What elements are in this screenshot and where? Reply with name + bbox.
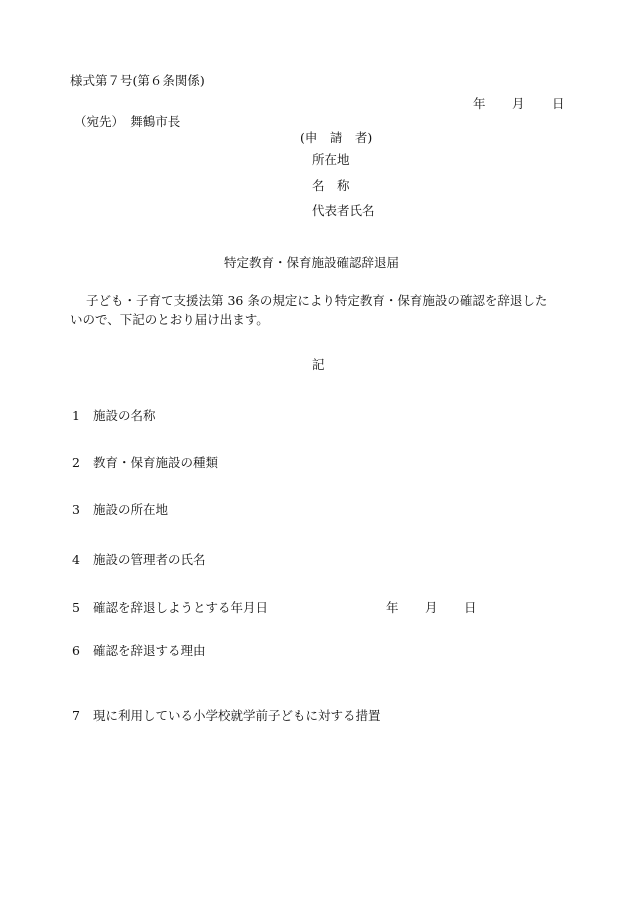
item-label: 確認を辞退する理由 (93, 643, 206, 658)
item-label: 教育・保育施設の種類 (93, 455, 219, 470)
item-label: 施設の管理者の氏名 (93, 552, 206, 567)
item-label: 施設の名称 (93, 408, 156, 423)
item-number: 7 (72, 708, 80, 723)
item-number: 5 (72, 600, 80, 615)
item-number: 6 (72, 643, 80, 658)
item5-date-month: 月 (425, 600, 438, 615)
form-number: 様式第７号(第６条関係) (70, 73, 205, 88)
applicant-name: 名 称 (312, 178, 350, 193)
date-year: 年 (473, 96, 486, 111)
addressee: （宛先） 舞鶴市長 (74, 114, 181, 129)
ki-marker: 記 (312, 357, 325, 372)
document-title: 特定教育・保育施設確認辞退届 (224, 255, 400, 270)
date-day: 日 (552, 96, 565, 111)
item-label: 現に利用している小学校就学前子どもに対する措置 (93, 708, 381, 723)
body-line-1: 子ども・子育て支援法第 36 条の規定により特定教育・保育施設の確認を辞退した (86, 293, 548, 308)
applicant-address: 所在地 (312, 152, 350, 167)
item-number: 1 (72, 408, 80, 423)
item5-date-day: 日 (464, 600, 477, 615)
body-line-2: いので、下記のとおり届け出ます。 (70, 312, 269, 327)
item-number: 4 (72, 552, 80, 567)
item-label: 施設の所在地 (93, 502, 169, 517)
item-label: 確認を辞退しようとする年月日 (93, 600, 269, 615)
item-number: 2 (72, 455, 80, 470)
date-month: 月 (512, 96, 525, 111)
applicant-representative: 代表者氏名 (312, 203, 375, 218)
item5-date-year: 年 (386, 600, 399, 615)
applicant-heading: (申 請 者) (300, 130, 373, 145)
item-number: 3 (72, 502, 80, 517)
